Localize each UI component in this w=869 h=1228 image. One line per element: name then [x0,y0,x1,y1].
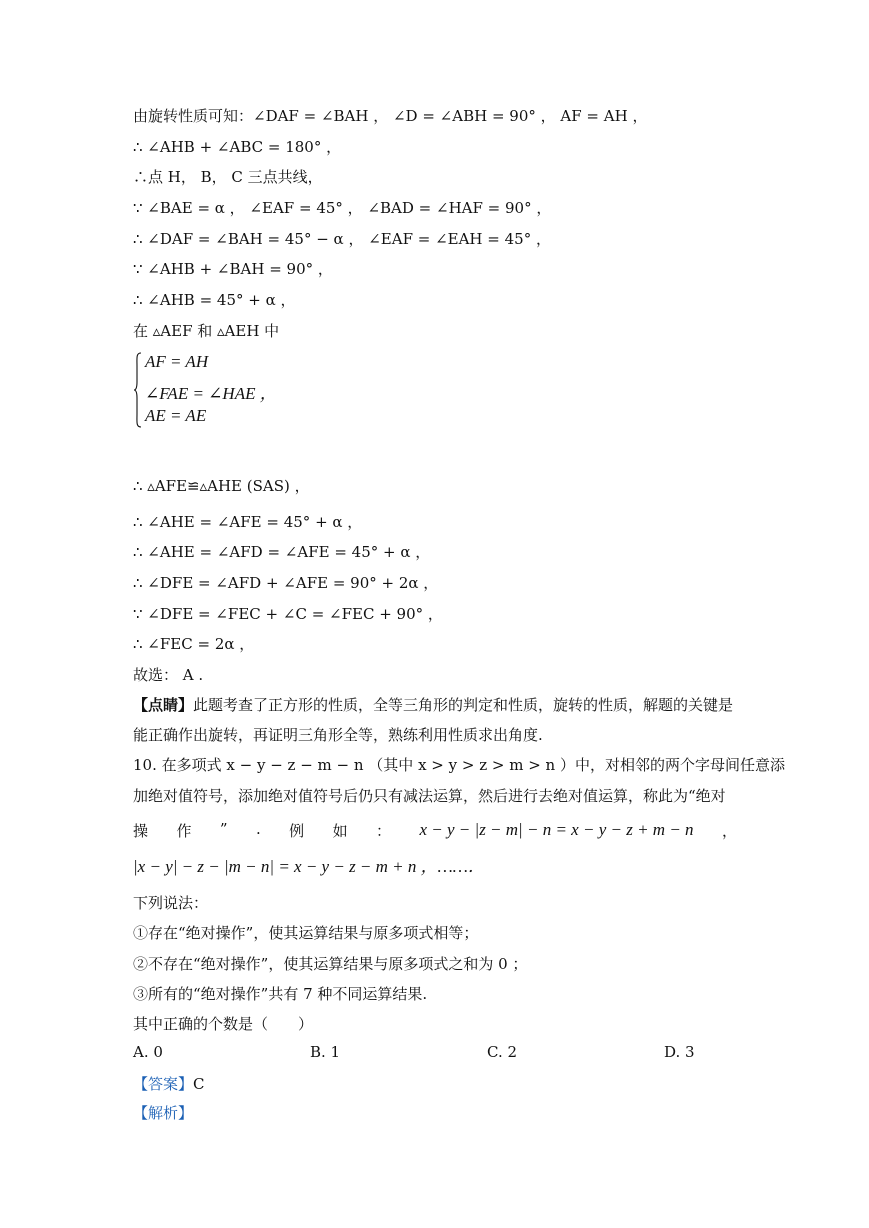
solution-line-2: ∴ ∠AHB + ∠ABC = 180° ， [133,138,342,156]
word-9: ， [721,822,737,840]
question-10-line-4: |x − y| − z − |m − n| = x − y − z − m + n ，……． [133,857,485,876]
word-6: 如 [332,822,348,840]
comment-text-1: 此题考查了正方形的性质，全等三角形的判定和性质，旋转的性质，解题的关键是 [193,696,734,714]
comment-line-1 [133,695,733,715]
word-4: . [255,820,261,838]
question-10-line-1: 10. 在多项式 x − y − z − m − n （其中 x > y > z > m > n ）中，对相邻的两个字母间任意添 [133,756,785,774]
comment-line-2: 能正确作出旋转，再证明三角形全等，熟练利用性质求出角度. [133,726,543,744]
option-d: D. 3 [664,1043,695,1061]
solution-line-7: ∴ ∠AHB = 45° + α ， [133,291,296,309]
solution-line-13: ∵ ∠DFE = ∠FEC + ∠C = ∠FEC + 90° ， [133,605,443,623]
answer-tag: 【答案】 [133,1075,194,1093]
question-10-line-2: 加绝对值符号，添加绝对值符号后仍只有减法运算，然后进行去绝对值运算，称此为“绝对 [133,787,726,805]
solution-line-10: ∴ ∠AHE = ∠AFE = 45° + α ， [133,513,363,531]
word-1: 操 [133,822,149,840]
solution-line-4: ∵ ∠BAE = α ， ∠EAF = 45° ， ∠BAD = ∠HAF = 90° ， [133,199,552,217]
question-10-line-3 [133,820,737,841]
word-3: ” [219,820,228,838]
solution-line-12: ∴ ∠DFE = ∠AFD + ∠AFE = 90° + 2α ， [133,574,439,592]
solution-line-9: ∴ ▵AFE≌▵AHE (SAS) ， [133,477,310,495]
system-row-2: ∠FAE = ∠HAE ， [145,384,277,403]
option-b: B. 1 [310,1043,341,1061]
solution-line-14: ∴ ∠FEC = 2α ， [133,635,255,653]
question-prompt: 其中正确的个数是（ ） [133,1015,314,1033]
system-row-3: AE = AE [145,406,207,425]
comment-tag: 【点睛】 [133,696,194,714]
statement-2: ②不存在“绝对操作”，使其运算结果与原多项式之和为 0 ； [133,955,528,973]
solution-line-6: ∵ ∠AHB + ∠BAH = 90° ， [133,260,333,278]
solution-line-5: ∴ ∠DAF = ∠BAH = 45° − α ， ∠EAF = ∠EAH = 45° ， [133,230,551,248]
statement-1: ①存在“绝对操作”，使其运算结果与原多项式相等； [133,924,479,942]
analysis-tag: 【解析】 [133,1104,194,1122]
left-brace-icon [133,352,142,428]
word-2: 作 [176,822,192,840]
word-5: 例 [289,822,305,840]
equation-system [133,352,433,430]
solution-line-3: ∴点 H， B， C 三点共线， [133,168,323,186]
word-7: ： [376,822,392,840]
system-row-1: AF = AH [145,352,209,371]
solution-line-15: 故选： A . [133,666,204,684]
answer-value: C [193,1075,205,1093]
statements-intro: 下列说法： [133,894,209,912]
statement-3: ③所有的“绝对操作”共有 7 种不同运算结果. [133,985,428,1003]
answer-line [133,1074,205,1094]
option-c: C. 2 [487,1043,518,1061]
solution-line-8: 在 ▵AEF 和 ▵AEH 中 [133,322,280,340]
option-a: A. 0 [133,1043,163,1061]
example-formula: x − y − |z − m| − n = x − y − z + m − n [419,820,694,839]
solution-line-1: 由旋转性质可知：∠DAF = ∠BAH ， ∠D = ∠ABH = 90° ， AF = AH ， [133,107,648,125]
solution-line-11: ∴ ∠AHE = ∠AFD = ∠AFE = 45° + α ， [133,543,431,561]
